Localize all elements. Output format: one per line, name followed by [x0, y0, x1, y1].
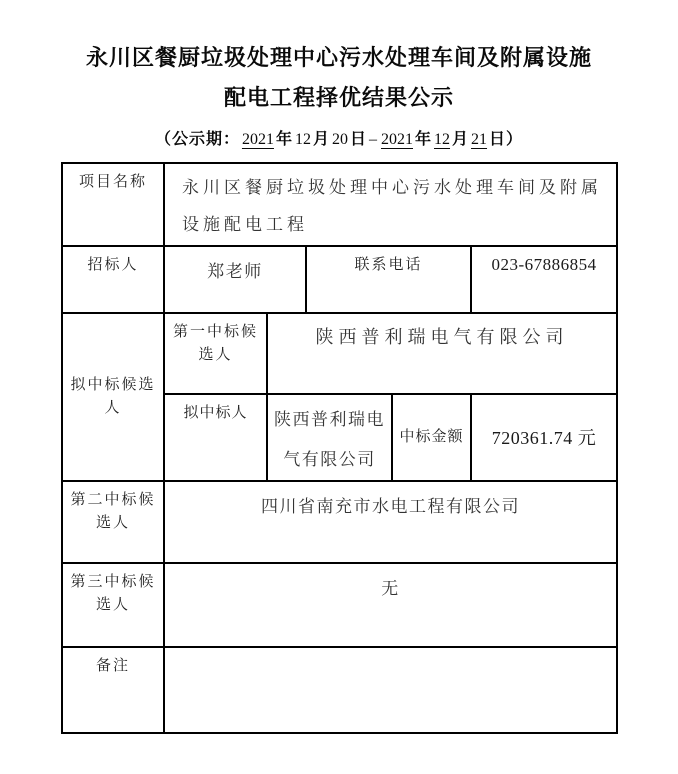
proposed-winner-value: 陕西普利瑞电气有限公司 [267, 394, 392, 481]
notice-period [0, 128, 678, 152]
contact-label: 联系电话 [306, 246, 471, 313]
table-row [62, 647, 617, 733]
table-row [62, 313, 617, 394]
contact-value: 023-67886854 [471, 246, 617, 313]
table-row [62, 163, 617, 246]
proposed-winner-label: 拟中标人 [164, 394, 267, 481]
notice-period-segment: 12 [294, 131, 311, 148]
notice-title [0, 38, 678, 118]
notice-period-segment: 月 [312, 131, 330, 148]
notice-period-segment: 日 [489, 131, 507, 148]
notice-period-segment: 12 [434, 131, 451, 148]
award-amount-value: 720361.74 元 [471, 394, 617, 481]
bidder-value: 郑老师 [164, 246, 306, 313]
notice-title-line2: 配电工程择优结果公示 [223, 85, 454, 110]
third-candidate-value: 无 [164, 563, 617, 647]
table-row [62, 563, 617, 647]
notice-period-segment: 日 [349, 131, 367, 148]
first-candidate-value: 陕西普利瑞电气有限公司 [267, 313, 617, 394]
remarks-label: 备注 [62, 647, 164, 733]
notice-period-segment: （公示期： [154, 131, 240, 148]
notice-title-line1: 永川区餐厨垃圾处理中心污水处理车间及附属设施 [85, 45, 592, 70]
third-candidate-label: 第三中标候选人 [62, 563, 164, 647]
notice-period-segment: 21 [471, 131, 488, 148]
project-name-label: 项目名称 [62, 163, 164, 246]
first-candidate-label: 第一中标候选人 [164, 313, 267, 394]
table-row [62, 481, 617, 563]
notice-period-segment: 年 [415, 131, 433, 148]
candidates-label: 拟中标候选人 [62, 313, 164, 481]
remarks-value [164, 647, 617, 733]
result-table [61, 162, 618, 734]
notice-period-segment: ） [506, 131, 524, 148]
notice-period-segment: 2021 [381, 131, 413, 148]
bidder-label: 招标人 [62, 246, 164, 313]
award-amount-label: 中标金额 [392, 394, 471, 481]
notice-period-segment: – [369, 131, 377, 148]
project-name-value: 永川区餐厨垃圾处理中心污水处理车间及附属设施配电工程 [164, 163, 617, 246]
notice-period-segment: 年 [275, 131, 293, 148]
second-candidate-value: 四川省南充市水电工程有限公司 [164, 481, 617, 563]
notice-period-segment: 月 [452, 131, 470, 148]
second-candidate-label: 第二中标候选人 [62, 481, 164, 563]
notice-period-segment: 2021 [241, 131, 274, 148]
notice-period-segment: 20 [331, 131, 348, 148]
table-row [62, 246, 617, 313]
